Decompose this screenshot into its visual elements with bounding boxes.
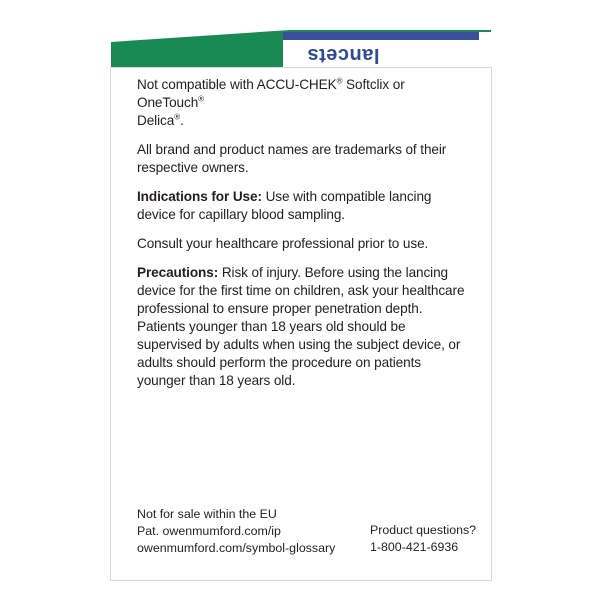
flap-label xyxy=(283,32,491,68)
precautions: Precautions: Risk of injury. Before using the lancing device for the first time on children, ask your healthcare professional to ensure proper penetration depth. Patients younger than 18 years old should be supervised by adults when using the subject device, or adults should perform the procedure on patients younger than 18 years old. xyxy=(137,265,465,388)
symbol-glossary-url: owenmumford.com/symbol-glossary xyxy=(137,541,336,555)
indications-heading: Indications for Use: xyxy=(137,189,262,204)
footer-left xyxy=(137,506,335,557)
indications-for-use: Indications for Use: Use with compatible lancing device for capillary blood sampling. xyxy=(137,189,432,222)
support-phone: 1-800-421-6936 xyxy=(370,540,459,554)
flap-small-text xyxy=(111,16,283,50)
compatibility-note: Not compatible with ACCU-CHEK® Softclix or OneTouch® Delica®. xyxy=(137,76,405,128)
precautions-heading: Precautions: xyxy=(137,265,219,280)
blue-strip xyxy=(283,32,479,40)
patent-url: Pat. owenmumford.com/ip xyxy=(137,524,281,538)
box-top-flap xyxy=(111,12,491,68)
product-questions-label: Product questions? xyxy=(370,523,477,537)
package-panel xyxy=(111,68,491,580)
trademark-note: All brand and product names are trademarks of their respective owners. xyxy=(137,142,447,175)
product-name-upside-down: lancets xyxy=(307,44,380,66)
consult-note: Consult your healthcare professional prior to use. xyxy=(137,236,429,251)
panel-text xyxy=(137,76,472,401)
eu-sale-note: Not for sale within the EU xyxy=(137,507,277,521)
footer-right xyxy=(370,522,476,556)
